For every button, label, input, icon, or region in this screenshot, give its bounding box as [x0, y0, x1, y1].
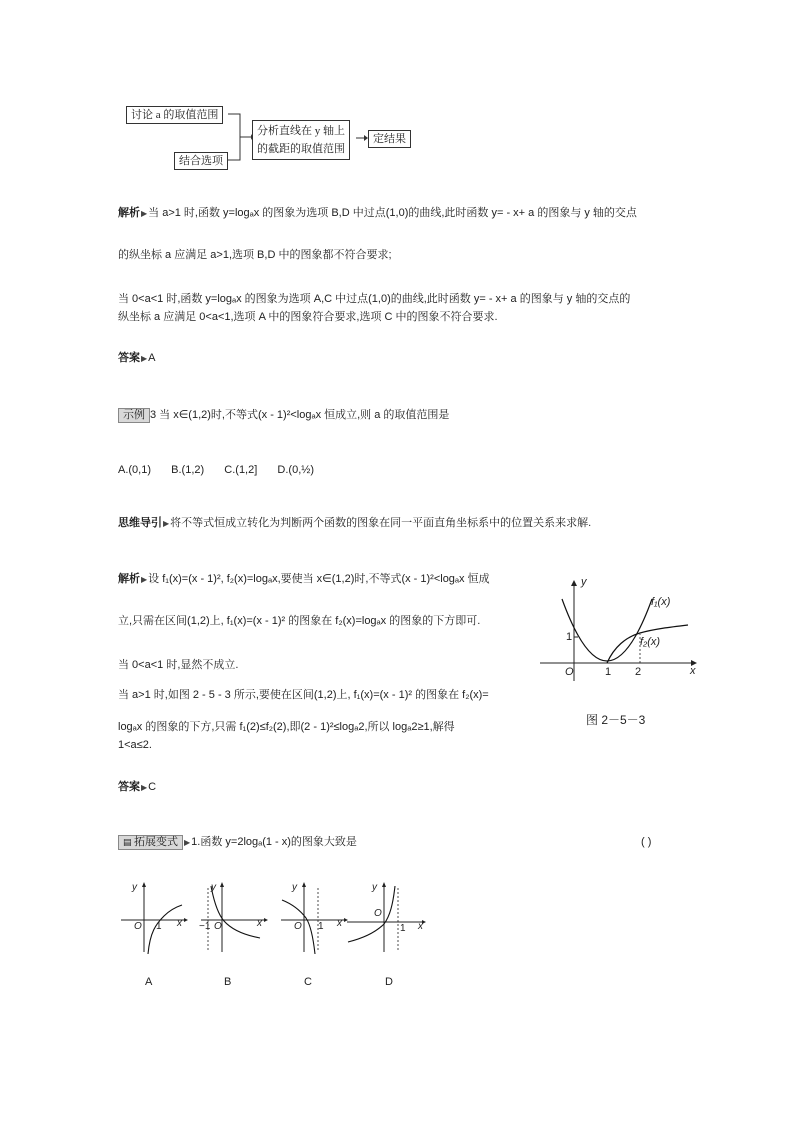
answer-paren: ( ) — [641, 836, 652, 848]
analysis-2-line-2: 立,只需在区间(1,2)上, f₁(x)=(x - 1)² 的图象在 f₂(x)=logₐx 的图象的下方即可. — [118, 615, 481, 627]
thinking-guide — [118, 516, 591, 531]
flow-box-analyze-line2: 的截距的取值范围 — [257, 143, 345, 155]
graph-d-y-label: y — [372, 882, 377, 893]
triangle-icon: ▶ — [163, 519, 170, 528]
variant-tag — [118, 835, 183, 850]
answer-1 — [118, 351, 156, 366]
answer-2 — [118, 780, 156, 795]
fig-x-one-label: 1 — [605, 666, 612, 678]
analysis-2-line-5: logₐx 的图象的下方,只需 f₁(2)≤f₂(2),即(2 - 1)²≤logₐ2,所以 logₐ2≥1,解得 — [118, 721, 455, 733]
graph-b-x-label: x — [257, 918, 262, 929]
graph-c-x-label: x — [337, 918, 342, 929]
answer-value: C — [148, 781, 157, 793]
flow-box-analyze-line1: 分析直线在 y 轴上 — [257, 125, 345, 137]
triangle-icon: ▶ — [184, 838, 191, 847]
graph-a-one: 1 — [156, 921, 162, 932]
f1-curve — [562, 599, 652, 661]
graph-a-x-label: x — [177, 918, 182, 929]
fig-f2-label: f₂(x) — [640, 636, 661, 648]
answer-value: A — [148, 352, 156, 364]
guide-label: 思维导引 — [118, 517, 162, 529]
function-graph — [536, 575, 706, 685]
analysis-2-line-6: 1<a≤2. — [118, 739, 152, 751]
analysis-1-line-3: 当 0<a<1 时,函数 y=logₐx 的图象为选项 A,C 中过点(1,0)的曲线,此时函数 y= - x+ a 的图象与 y 轴的交点的 — [118, 293, 631, 305]
fig-f1-label: f₁(x) — [651, 596, 671, 608]
fig-x-label: x — [690, 665, 696, 677]
fig-y-one-label: 1 — [566, 631, 573, 643]
guide-text: 将不等式恒成立转化为判断两个函数的图象在同一平面直角坐标系中的位置关系来求解. — [170, 517, 592, 529]
graph-d-one: 1 — [400, 923, 406, 934]
graph-c-one: 1 — [318, 921, 324, 932]
analysis-2-line-1 — [118, 572, 490, 587]
example-3-options — [118, 463, 314, 478]
triangle-icon: ▶ — [141, 783, 148, 792]
fig-origin-label: O — [565, 666, 574, 678]
option-d: D.(0,½) — [277, 464, 315, 476]
variant-text: 1.函数 y=2logₐ(1 - x)的图象大致是 — [191, 836, 357, 848]
fig-y-label: y — [581, 576, 587, 588]
choice-label-c: C — [304, 976, 312, 988]
choice-label-b: B — [224, 976, 232, 988]
figure-caption: 图 2－5－3 — [586, 713, 646, 727]
choice-label-d: D — [385, 976, 393, 988]
answer-label: 答案 — [118, 781, 140, 793]
triangle-icon: ▶ — [141, 209, 148, 218]
graph-c-origin: O — [294, 921, 302, 932]
graph-d-x-label: x — [418, 921, 423, 932]
option-b: B.(1,2) — [171, 464, 205, 476]
flow-box-combine-options: 结合选项 — [174, 152, 228, 170]
analysis-1-text-1: 当 a>1 时,函数 y=logₐx 的图象为选项 B,D 中过点(1,0)的曲线,此时函数 y= - x+ a 的图象与 y 轴的交点 — [148, 207, 637, 219]
fig-x-two-label: 2 — [635, 666, 642, 678]
analysis-label: 解析 — [118, 573, 140, 585]
option-a: A.(0,1) — [118, 464, 152, 476]
analysis-2-text-1: 设 f₁(x)=(x - 1)², f₂(x)=logₐx,要使当 x∈(1,2)时,不等式(x - 1)²<logₐx 恒成 — [148, 573, 490, 585]
graph-b-y-label: y — [211, 882, 216, 893]
graph-b-origin: O — [214, 921, 222, 932]
graph-a-y-label: y — [132, 882, 137, 893]
extension-variant — [118, 835, 357, 850]
analysis-2-line-4: 当 a>1 时,如图 2 - 5 - 3 所示,要使在区间(1,2)上, f₁(x)=(x - 1)² 的图象在 f₂(x)= — [118, 689, 489, 701]
analysis-label: 解析 — [118, 207, 140, 219]
graph-c-y-label: y — [292, 882, 297, 893]
triangle-icon: ▶ — [141, 354, 148, 363]
variant-tag-text: 拓展变式 — [134, 836, 179, 848]
example-3 — [118, 408, 449, 423]
graph-d — [344, 880, 428, 955]
graph-b-neg-one: −1 — [199, 921, 211, 932]
graph-a-origin: O — [134, 921, 142, 932]
flow-connectors — [0, 0, 420, 180]
graph-d-origin: O — [374, 908, 382, 919]
choice-label-a: A — [145, 976, 153, 988]
example-3-text: 3 当 x∈(1,2)时,不等式(x - 1)²<logₐx 恒成立,则 a 的取值范围是 — [150, 409, 450, 421]
triangle-icon: ▶ — [141, 575, 148, 584]
flow-box-result: 定结果 — [368, 130, 411, 148]
analysis-1-line-2: 的纵坐标 a 应满足 a>1,选项 B,D 中的图象都不符合要求; — [118, 249, 392, 261]
example-tag: 示例 — [118, 408, 150, 423]
analysis-1-line-1 — [118, 206, 637, 221]
analysis-2-line-3: 当 0<a<1 时,显然不成立. — [118, 659, 239, 671]
analysis-1-line-4: 纵坐标 a 应满足 0<a<1,选项 A 中的图象符合要求,选项 C 中的图象不符合要求. — [118, 311, 498, 323]
flow-box-discuss-a: 讨论 a 的取值范围 — [126, 106, 223, 124]
answer-label: 答案 — [118, 352, 140, 364]
option-c: C.(1,2] — [224, 464, 258, 476]
note-icon: ▤ — [123, 837, 135, 847]
